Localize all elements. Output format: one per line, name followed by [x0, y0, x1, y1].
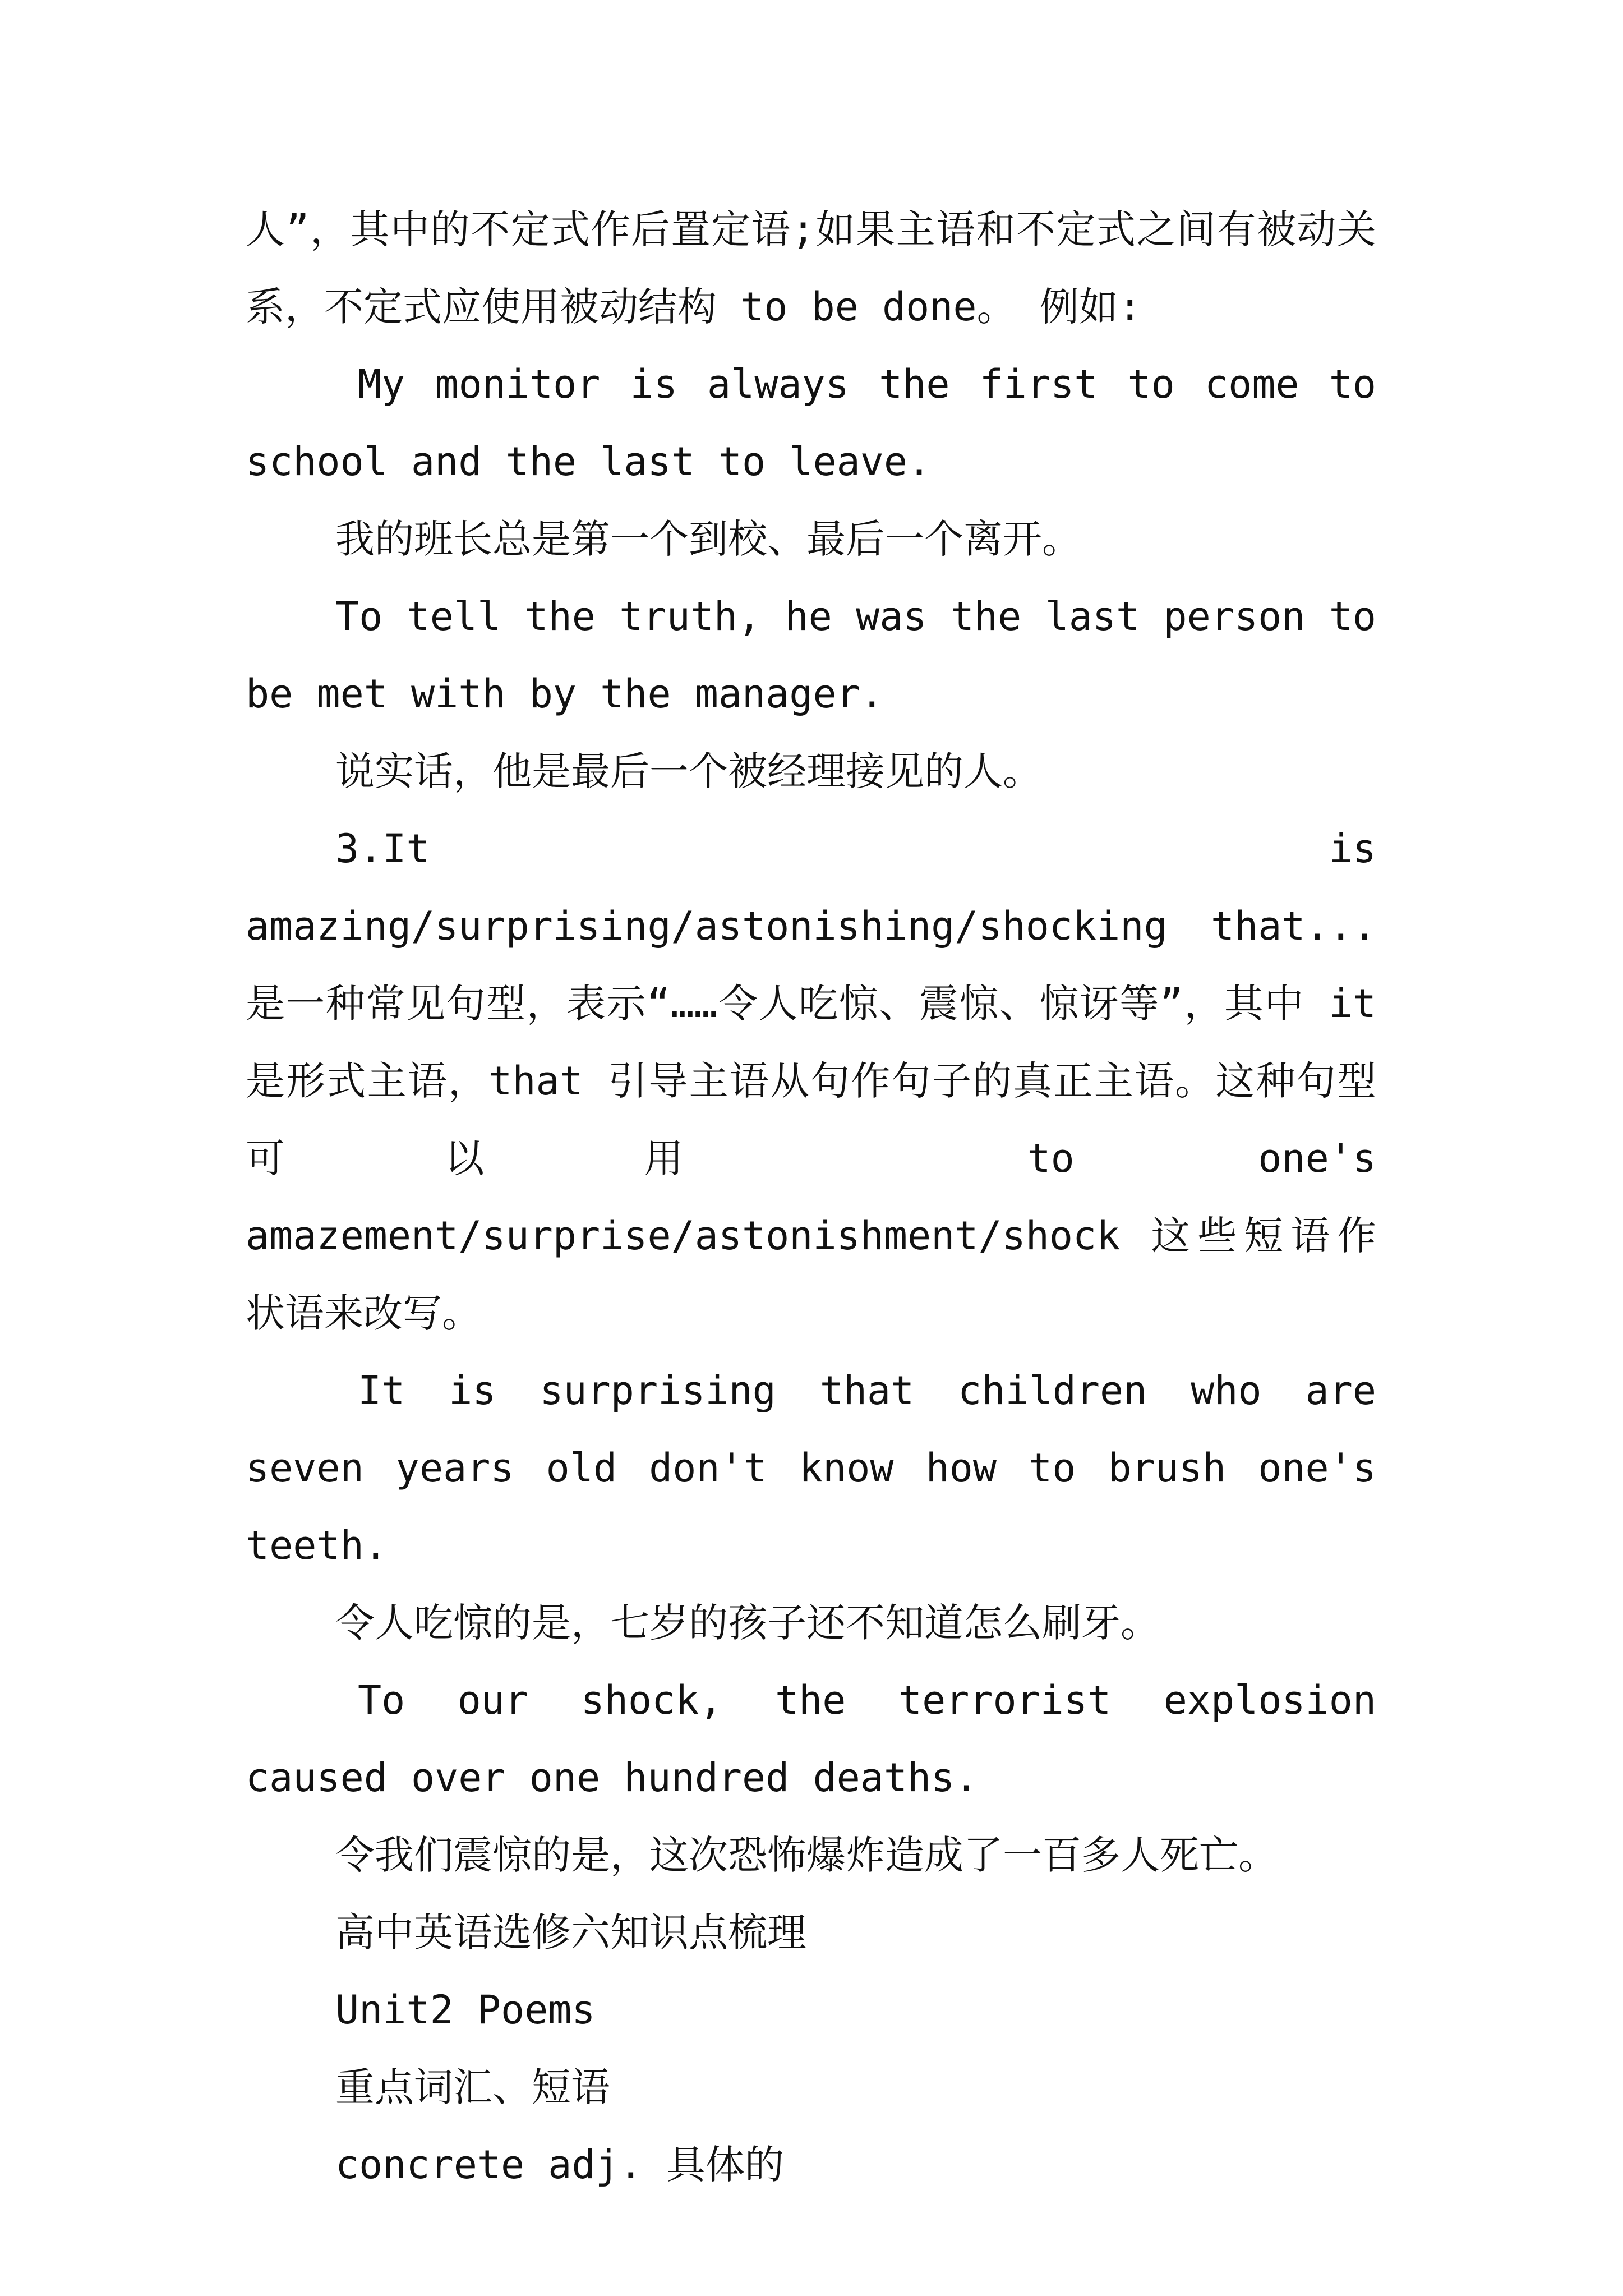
- document-page: [246, 191, 1376, 2203]
- example-sentence-en-2: To tell the truth, he was the last person to be met with by the manager.: [246, 593, 1376, 717]
- example-sentence-en-3: It is surprising that children who are seven years old don't know how to brush one's teeth.: [246, 1368, 1376, 1568]
- example-sentence-zh-1: 我的班长总是第一个到校、最后一个离开。: [335, 516, 1081, 562]
- section-heading: 高中英语选修六知识点梳理: [335, 1910, 806, 1955]
- vocabulary-heading: 重点词汇、短语: [335, 2064, 610, 2110]
- vocabulary-item: concrete adj. 具体的: [335, 2142, 785, 2188]
- unit-title: Unit2 Poems: [335, 1987, 596, 2033]
- example-sentence-zh-4: 令我们震惊的是，这次恐怖爆炸造成了一百多人死亡。: [335, 1832, 1278, 1878]
- example-sentence-zh-3: 令人吃惊的是，七岁的孩子还不知道怎么刷牙。: [335, 1600, 1160, 1646]
- example-sentence-zh-2: 说实话，他是最后一个被经理接见的人。: [335, 748, 1042, 794]
- paragraph-infinitive-note: 人”，其中的不定式作后置定语;如果主语和不定式之间有被动关系，不定式应使用被动结构 to be done。 例如:: [246, 206, 1376, 330]
- example-sentence-en-4: To our shock, the terrorist explosion caused over one hundred deaths.: [246, 1677, 1376, 1801]
- example-sentence-en-1: My monitor is always the first to come to school and the last to leave.: [246, 361, 1376, 485]
- grammar-point-3: 3.It is amazing/surprising/astonishing/shocking that...是一种常见句型，表示“……令人吃惊、震惊、惊讶等”，其中 it 是形式主语，that 引导主语从句作句子的真正主语。这种句型可以用 to one's amazement/surprise/astonishment/shock 这些短语作状语来改写。: [246, 826, 1376, 1336]
